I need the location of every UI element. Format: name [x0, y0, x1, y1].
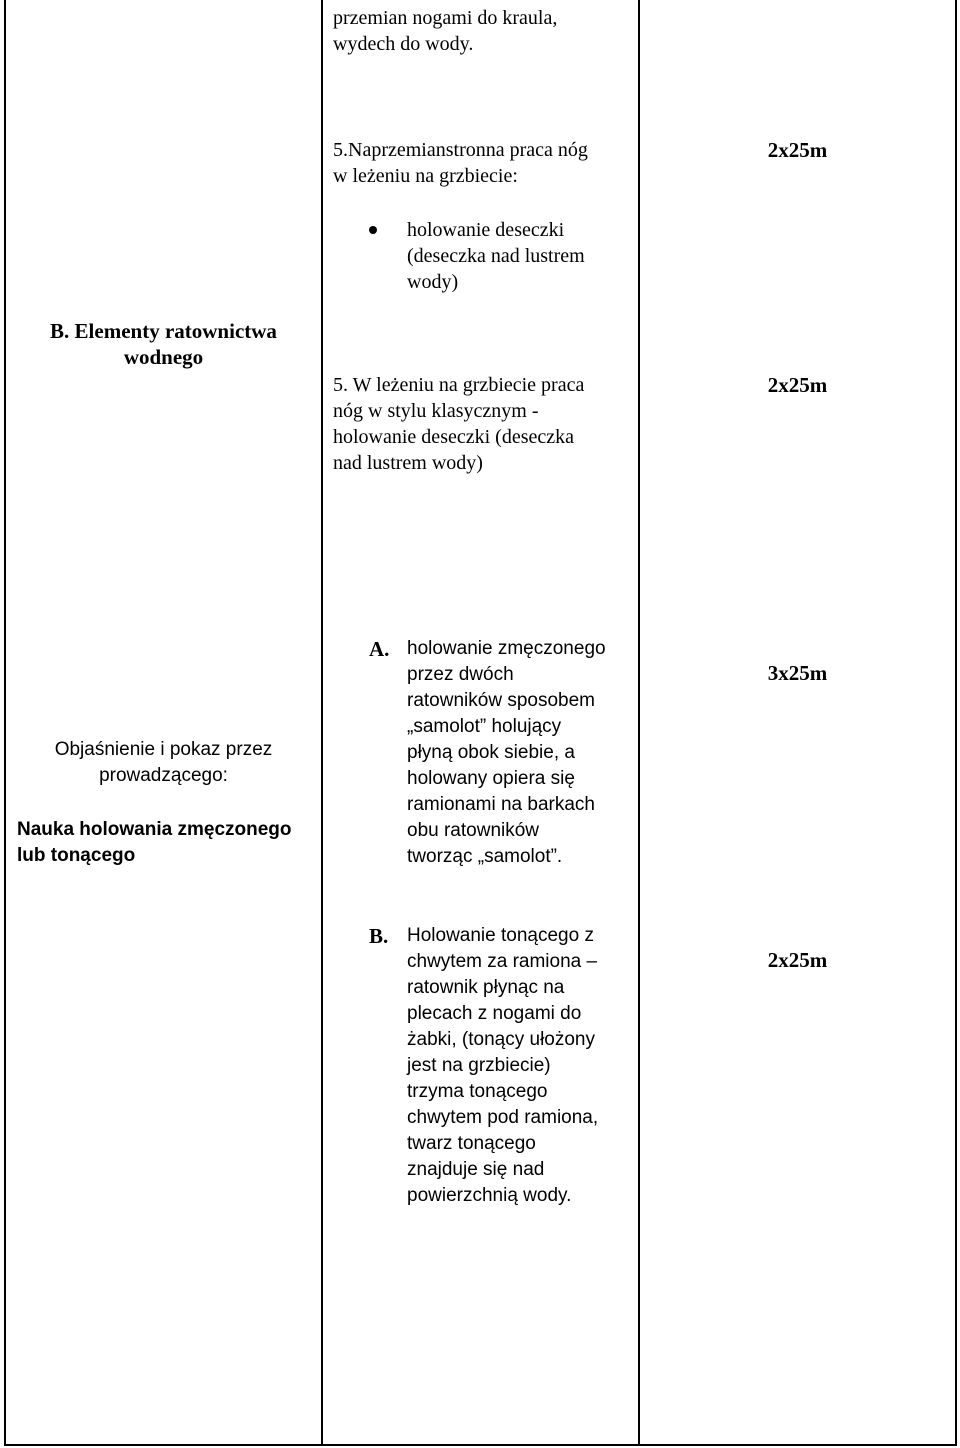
item-b-line-2: chwytem za ramiona – [407, 951, 598, 972]
item-b-line-7: trzyma tonącego [407, 1081, 548, 1102]
bullet-icon [369, 226, 377, 234]
table-border-left [4, 0, 6, 1446]
item-a-line-5: płyną obok siebie, a [407, 742, 575, 763]
item-b-line-9: twarz tonącego [407, 1133, 536, 1154]
exercise-2-line-4: nad lustrem wody) [333, 452, 483, 474]
explanation-line-2: prowadzącego: [99, 765, 228, 786]
row1-line-1: przemian nogami do kraula, [333, 7, 558, 29]
lesson-title-line-2: lub tonącego [17, 845, 136, 866]
exercise-1-bullet-line-3: wody) [407, 271, 459, 293]
exercise-2-line-3: holowanie deseczki (deseczka [333, 426, 574, 448]
item-a-line-1: holowanie zmęczonego [407, 638, 606, 659]
item-a-line-4: „samolot” holujący [407, 716, 562, 737]
explanation-line-1: Objaśnienie i pokaz przez [54, 739, 273, 760]
item-b-amount: 2x25m [767, 948, 828, 972]
exercise-2-amount: 2x25m [767, 373, 828, 397]
item-a-line-6: holowany opiera się [407, 768, 575, 789]
table-border-bottom [4, 1444, 957, 1446]
item-b-line-3: ratownik płynąc na [407, 977, 565, 998]
item-b-line-4: plecach z nogami do [407, 1003, 582, 1024]
item-a-marker: A. [369, 637, 390, 661]
item-b-line-8: chwytem pod ramiona, [407, 1107, 599, 1128]
item-b-marker: B. [369, 924, 389, 948]
item-a-line-3: ratowników sposobem [407, 690, 595, 711]
exercise-2-line-2: nóg w stylu klasycznym - [333, 400, 539, 422]
exercise-1-bullet-line-1: holowanie deseczki [407, 219, 565, 241]
item-b-line-10: znajduje się nad [407, 1159, 545, 1180]
table-border-right [955, 0, 957, 1446]
exercise-1-amount: 2x25m [767, 138, 828, 162]
item-a-line-7: ramionami na barkach [407, 794, 595, 815]
column-divider-2 [638, 0, 640, 1446]
item-a-line-9: tworząc „samolot”. [407, 846, 563, 867]
exercise-1-line-2: w leżeniu na grzbiecie: [333, 165, 518, 187]
item-a-line-2: przez dwóch [407, 664, 514, 685]
item-a-amount: 3x25m [767, 661, 828, 685]
item-b-line-6: jest na grzbiecie) [407, 1055, 551, 1076]
section-heading-line-2: wodnego [123, 345, 204, 369]
item-b-line-11: powierzchnią wody. [407, 1185, 572, 1206]
row1-line-2: wydech do wody. [333, 33, 474, 55]
section-heading-line-1: B. Elementy ratownictwa [50, 319, 277, 343]
lesson-title-line-1: Nauka holowania zmęczonego [17, 819, 292, 840]
item-b-line-5: żabki, (tonący ułożony [407, 1029, 595, 1050]
item-b-line-1: Holowanie tonącego z [407, 925, 594, 946]
exercise-2-line-1: 5. W leżeniu na grzbiecie praca [333, 374, 585, 396]
exercise-1-bullet-line-2: (deseczka nad lustrem [407, 245, 585, 267]
column-divider-1 [321, 0, 323, 1446]
exercise-1-line-1: 5.Naprzemianstronna praca nóg [333, 139, 588, 161]
item-a-line-8: obu ratowników [407, 820, 540, 841]
